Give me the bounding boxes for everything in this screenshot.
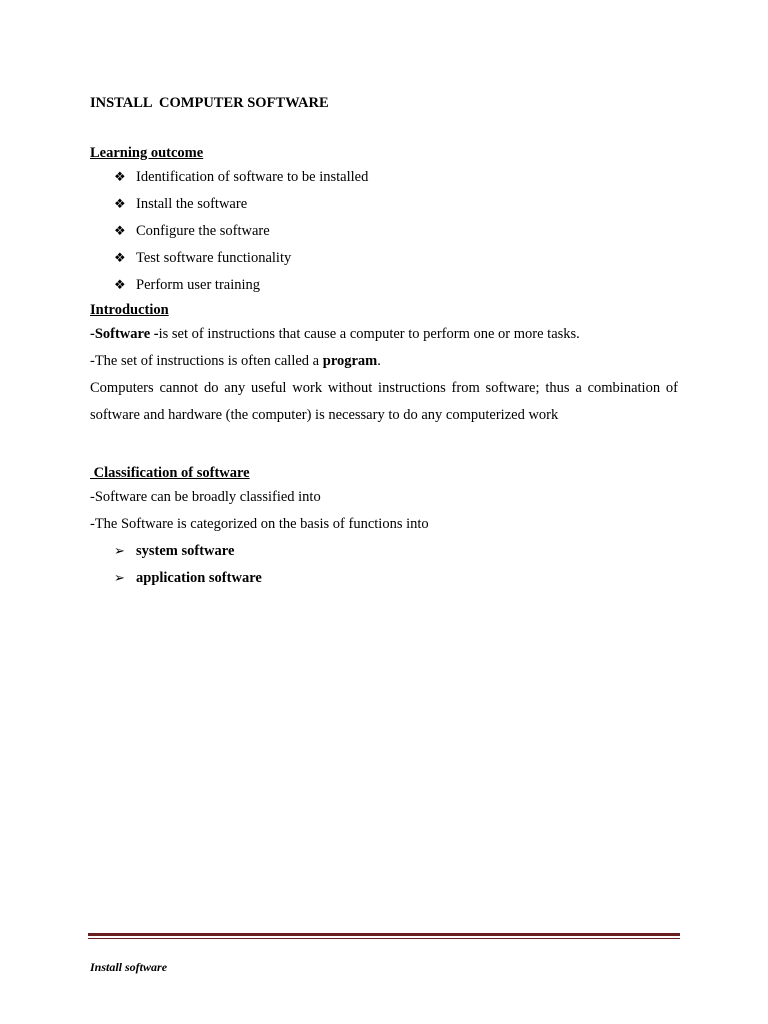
list-item-text: Test software functionality (136, 250, 292, 266)
footer-divider-thick (88, 933, 680, 936)
list-item (90, 191, 678, 218)
introduction-heading: Introduction (90, 302, 169, 318)
list-item-text: application software (136, 570, 262, 586)
document-title: INSTALL COMPUTER SOFTWARE (90, 95, 329, 111)
diamond-bullet-icon: ❖ (114, 278, 126, 293)
diamond-bullet-icon: ❖ (114, 197, 126, 212)
classification-list (90, 538, 678, 592)
spacer (90, 114, 678, 142)
program-definition-suffix: . (377, 353, 381, 369)
arrow-bullet-icon: ➢ (114, 571, 125, 586)
software-term: -Software - (90, 326, 159, 342)
list-item (90, 218, 678, 245)
spacer (90, 429, 678, 462)
arrow-bullet-icon: ➢ (114, 544, 125, 559)
page-body (90, 92, 678, 592)
list-item-text: Identification of software to be installed (136, 169, 369, 185)
list-item (90, 245, 678, 272)
list-item (90, 538, 678, 565)
classification-line-1: -Software can be broadly classified into (90, 489, 321, 505)
list-item-text: Perform user training (136, 277, 261, 293)
list-item (90, 272, 678, 299)
learning-outcome-list (90, 164, 678, 299)
list-item (90, 164, 678, 191)
footer-divider-thin (88, 938, 680, 939)
introduction-paragraph: Computers cannot do any useful work without instructions from software; thus a combination of software and hardware (the computer) is necessary to do any computerized work (90, 380, 678, 423)
software-definition-text: is set of instructions that cause a computer to perform one or more tasks. (158, 326, 580, 342)
diamond-bullet-icon: ❖ (114, 224, 126, 239)
classification-heading: Classification of software (90, 465, 250, 481)
software-definition (90, 321, 678, 348)
list-item (90, 565, 678, 592)
list-item-text: Install the software (136, 196, 248, 212)
program-definition (90, 348, 678, 375)
learning-outcome-heading: Learning outcome (90, 145, 204, 161)
list-item-text: system software (136, 543, 235, 559)
program-definition-prefix: -The set of instructions is often called a (90, 353, 323, 369)
list-item-text: Configure the software (136, 223, 270, 239)
diamond-bullet-icon: ❖ (114, 251, 126, 266)
program-term: program (322, 353, 378, 369)
classification-line-2: -The Software is categorized on the basis of functions into (90, 516, 429, 532)
diamond-bullet-icon: ❖ (114, 170, 126, 185)
page-footer: Install software (90, 960, 168, 974)
